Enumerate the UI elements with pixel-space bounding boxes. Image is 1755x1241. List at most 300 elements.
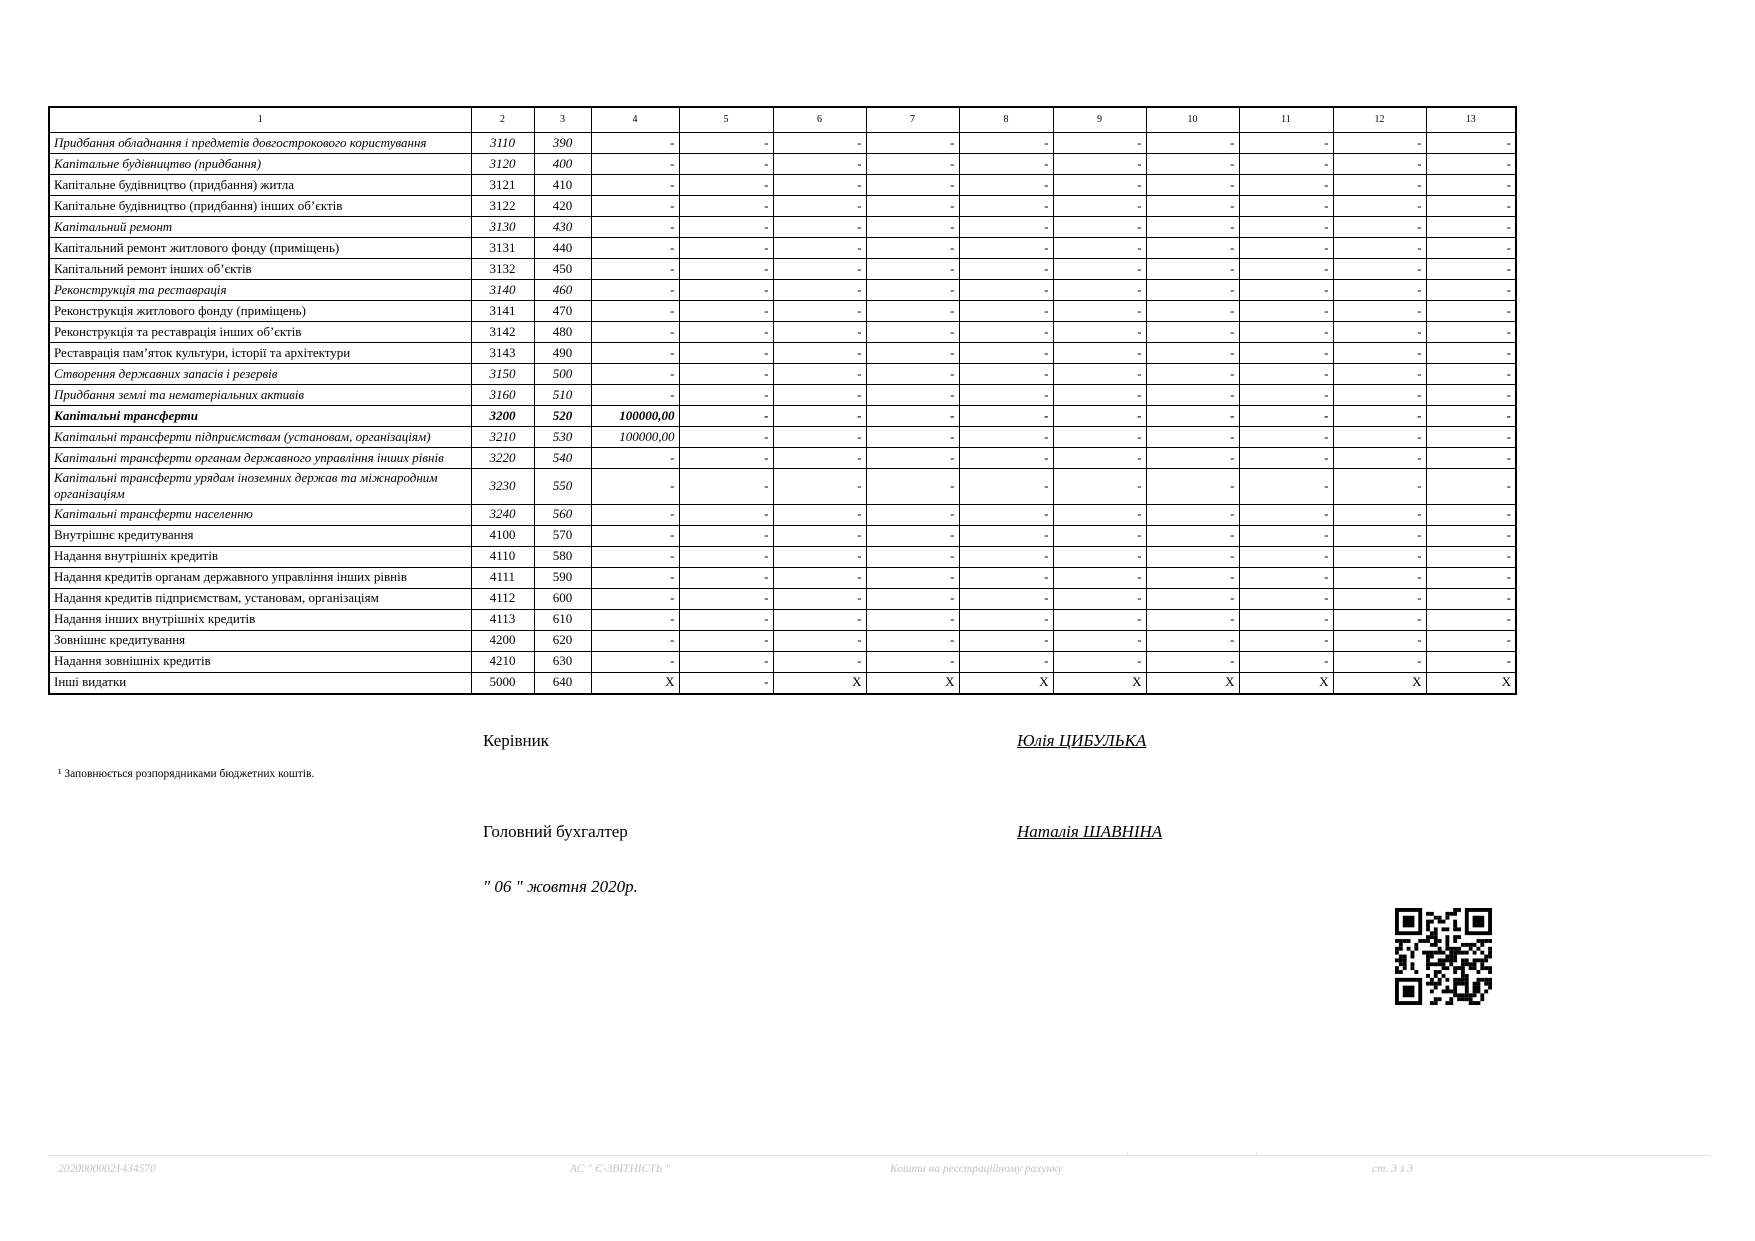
table-row <box>49 175 1516 196</box>
row-line-number: 390 <box>534 133 591 154</box>
row-value: - <box>1239 280 1333 301</box>
head-signature-label: Керівник <box>483 731 549 750</box>
row-line-number: 420 <box>534 196 591 217</box>
document-date: " 06 " жовтня 2020р. <box>483 877 638 896</box>
row-value: - <box>1146 651 1239 672</box>
row-value: - <box>679 259 773 280</box>
row-label: Капітальний ремонт інших об’єктів <box>49 259 471 280</box>
row-value: - <box>591 651 679 672</box>
row-value: - <box>866 630 959 651</box>
footer-page: ст. 3 з 3 <box>1372 1163 1414 1175</box>
row-value: 100000,00 <box>591 427 679 448</box>
row-label: Придбання обладнання і предметів довгострокового користування <box>49 133 471 154</box>
row-code: 3121 <box>471 175 534 196</box>
row-value: - <box>866 469 959 505</box>
table-row <box>49 448 1516 469</box>
row-value: - <box>773 567 866 588</box>
row-label: Реконструкція та реставрація <box>49 280 471 301</box>
row-value: X <box>1426 672 1516 694</box>
table-row <box>49 364 1516 385</box>
footer-tick <box>1256 1152 1257 1157</box>
row-value: - <box>773 259 866 280</box>
row-label: Реставрація пам’яток культури, історії та архітектури <box>49 343 471 364</box>
row-line-number: 400 <box>534 154 591 175</box>
row-value: - <box>959 343 1053 364</box>
row-value: - <box>959 301 1053 322</box>
row-label: Створення державних запасів і резервів <box>49 364 471 385</box>
row-value: - <box>679 175 773 196</box>
row-value: - <box>1239 651 1333 672</box>
row-value: - <box>1426 469 1516 505</box>
row-value: - <box>1146 504 1239 525</box>
row-code: 3130 <box>471 217 534 238</box>
row-label: Капітальні трансферти органам державного управління інших рівнів <box>49 448 471 469</box>
row-value: - <box>1146 259 1239 280</box>
row-label: Надання кредитів підприємствам, установам, організаціям <box>49 588 471 609</box>
row-value: - <box>1239 259 1333 280</box>
row-value: - <box>679 343 773 364</box>
row-value: - <box>773 196 866 217</box>
row-value: - <box>591 525 679 546</box>
row-value: - <box>773 588 866 609</box>
row-value: - <box>679 588 773 609</box>
row-value: - <box>773 448 866 469</box>
row-label: Капітальні трансферти урядам іноземних держав та міжнародним організаціям <box>49 469 471 505</box>
row-line-number: 470 <box>534 301 591 322</box>
row-line-number: 600 <box>534 588 591 609</box>
row-value: - <box>1146 469 1239 505</box>
column-number: 10 <box>1146 107 1239 133</box>
row-value: - <box>959 469 1053 505</box>
row-value: - <box>1053 546 1146 567</box>
row-value: - <box>679 364 773 385</box>
row-value: - <box>1146 238 1239 259</box>
row-value: - <box>591 588 679 609</box>
table-row <box>49 343 1516 364</box>
row-value: - <box>866 609 959 630</box>
row-value: - <box>1146 280 1239 301</box>
row-value: - <box>1426 651 1516 672</box>
row-value: - <box>866 259 959 280</box>
row-code: 3110 <box>471 133 534 154</box>
row-line-number: 450 <box>534 259 591 280</box>
footer-system: АС " Є-ЗВІТНІСТЬ " <box>570 1163 671 1175</box>
column-number: 7 <box>866 107 959 133</box>
row-value: - <box>773 630 866 651</box>
table-row <box>49 385 1516 406</box>
column-number: 2 <box>471 107 534 133</box>
row-value: - <box>959 427 1053 448</box>
row-label: Надання внутрішніх кредитів <box>49 546 471 567</box>
row-value: - <box>591 301 679 322</box>
row-value: - <box>591 546 679 567</box>
row-label: Зовнішнє кредитування <box>49 630 471 651</box>
row-code: 3141 <box>471 301 534 322</box>
row-value: - <box>1426 217 1516 238</box>
row-value: - <box>1053 525 1146 546</box>
table-row <box>49 217 1516 238</box>
row-value: - <box>679 630 773 651</box>
row-value: - <box>679 427 773 448</box>
column-number: 1 <box>49 107 471 133</box>
row-value: - <box>1239 448 1333 469</box>
row-value: - <box>1239 322 1333 343</box>
row-value: - <box>1239 546 1333 567</box>
row-value: - <box>959 504 1053 525</box>
qr-code <box>1395 908 1492 1005</box>
row-value: - <box>1333 217 1426 238</box>
row-value: - <box>1053 651 1146 672</box>
row-line-number: 530 <box>534 427 591 448</box>
row-code: 3120 <box>471 154 534 175</box>
row-value: - <box>1053 588 1146 609</box>
row-value: - <box>1053 504 1146 525</box>
row-value: - <box>1333 630 1426 651</box>
budget-table <box>48 106 1517 695</box>
row-value: - <box>1239 175 1333 196</box>
row-value: - <box>1333 406 1426 427</box>
row-line-number: 430 <box>534 217 591 238</box>
row-value: - <box>1239 525 1333 546</box>
row-value: - <box>591 567 679 588</box>
row-value: 100000,00 <box>591 406 679 427</box>
table-row <box>49 406 1516 427</box>
table-row <box>49 525 1516 546</box>
row-value: - <box>1426 364 1516 385</box>
row-value: - <box>959 259 1053 280</box>
column-number: 12 <box>1333 107 1426 133</box>
row-value: - <box>773 385 866 406</box>
row-value: - <box>591 469 679 505</box>
row-code: 4113 <box>471 609 534 630</box>
row-value: - <box>959 364 1053 385</box>
row-value: - <box>679 448 773 469</box>
row-code: 3220 <box>471 448 534 469</box>
row-value: - <box>773 364 866 385</box>
row-value: - <box>591 217 679 238</box>
row-label: Надання зовнішніх кредитів <box>49 651 471 672</box>
row-label: Капітальні трансферти населенню <box>49 504 471 525</box>
row-value: - <box>1333 175 1426 196</box>
row-line-number: 440 <box>534 238 591 259</box>
row-value: - <box>1053 259 1146 280</box>
row-code: 3140 <box>471 280 534 301</box>
row-code: 3230 <box>471 469 534 505</box>
row-value: - <box>1239 609 1333 630</box>
row-value: - <box>1426 259 1516 280</box>
row-value: X <box>1333 672 1426 694</box>
row-value: - <box>591 448 679 469</box>
row-value: - <box>1426 427 1516 448</box>
row-value: - <box>773 406 866 427</box>
row-value: - <box>1146 385 1239 406</box>
row-value: - <box>773 322 866 343</box>
column-number: 13 <box>1426 107 1516 133</box>
row-value: - <box>1053 567 1146 588</box>
head-signature-name: Юлія ЦИБУЛЬКА <box>1017 731 1147 750</box>
accountant-signature-name: Наталія ШАВНІНА <box>1017 822 1163 841</box>
row-value: - <box>1053 196 1146 217</box>
row-value: - <box>866 504 959 525</box>
row-code: 3150 <box>471 364 534 385</box>
row-value: - <box>679 238 773 259</box>
row-value: - <box>773 343 866 364</box>
row-value: - <box>773 280 866 301</box>
row-value: - <box>1239 588 1333 609</box>
row-label: Капітальні трансферти підприємствам (установам, організаціям) <box>49 427 471 448</box>
row-value: - <box>866 385 959 406</box>
row-value: - <box>773 238 866 259</box>
row-code: 4100 <box>471 525 534 546</box>
row-value: - <box>679 322 773 343</box>
row-value: - <box>1333 343 1426 364</box>
footer-divider <box>48 1155 1710 1156</box>
row-value: - <box>1426 406 1516 427</box>
row-value: - <box>1146 609 1239 630</box>
row-value: - <box>959 406 1053 427</box>
row-value: - <box>773 525 866 546</box>
row-code: 3200 <box>471 406 534 427</box>
row-value: - <box>1426 322 1516 343</box>
row-value: - <box>1053 448 1146 469</box>
row-code: 3122 <box>471 196 534 217</box>
row-value: - <box>773 154 866 175</box>
row-value: - <box>959 280 1053 301</box>
column-number: 11 <box>1239 107 1333 133</box>
row-value: - <box>1333 651 1426 672</box>
row-line-number: 520 <box>534 406 591 427</box>
row-value: - <box>1333 301 1426 322</box>
row-label: Надання інших внутрішніх кредитів <box>49 609 471 630</box>
row-value: - <box>1053 238 1146 259</box>
row-value: - <box>1053 343 1146 364</box>
row-value: - <box>959 385 1053 406</box>
row-value: - <box>591 364 679 385</box>
row-value: - <box>1053 322 1146 343</box>
row-value: - <box>679 196 773 217</box>
row-value: - <box>1239 567 1333 588</box>
row-code: 3240 <box>471 504 534 525</box>
row-value: - <box>866 301 959 322</box>
row-value: - <box>591 175 679 196</box>
row-value: - <box>959 546 1053 567</box>
row-value: - <box>959 567 1053 588</box>
row-value: - <box>591 609 679 630</box>
row-label: Капітальний ремонт <box>49 217 471 238</box>
row-line-number: 560 <box>534 504 591 525</box>
row-value: - <box>1146 196 1239 217</box>
row-code: 3132 <box>471 259 534 280</box>
row-value: - <box>1426 630 1516 651</box>
row-value: - <box>1053 406 1146 427</box>
row-value: - <box>866 525 959 546</box>
row-label: Капітальний ремонт житлового фонду (приміщень) <box>49 238 471 259</box>
row-label: Внутрішнє кредитування <box>49 525 471 546</box>
column-number: 8 <box>959 107 1053 133</box>
row-value: - <box>1333 448 1426 469</box>
row-value: - <box>1146 322 1239 343</box>
row-value: - <box>1239 154 1333 175</box>
row-value: - <box>1426 175 1516 196</box>
row-line-number: 630 <box>534 651 591 672</box>
table-row <box>49 630 1516 651</box>
row-value: - <box>773 651 866 672</box>
row-value: - <box>1146 567 1239 588</box>
row-value: - <box>1333 385 1426 406</box>
row-value: - <box>866 364 959 385</box>
footnote: ¹ Заповнюється розпорядниками бюджетних коштів. <box>58 768 315 780</box>
row-value: X <box>591 672 679 694</box>
row-value: - <box>1146 133 1239 154</box>
row-value: - <box>1333 567 1426 588</box>
row-value: - <box>1426 343 1516 364</box>
row-line-number: 640 <box>534 672 591 694</box>
row-value: - <box>1146 217 1239 238</box>
row-value: - <box>591 196 679 217</box>
row-value: - <box>1426 504 1516 525</box>
row-value: - <box>1426 448 1516 469</box>
row-value: - <box>866 588 959 609</box>
row-value: - <box>959 133 1053 154</box>
row-value: - <box>773 217 866 238</box>
row-label: Реконструкція та реставрація інших об’єктів <box>49 322 471 343</box>
row-value: - <box>1333 546 1426 567</box>
table-row <box>49 567 1516 588</box>
row-code: 3131 <box>471 238 534 259</box>
row-value: - <box>1333 427 1426 448</box>
row-value: X <box>1239 672 1333 694</box>
row-value: - <box>679 154 773 175</box>
row-value: - <box>1146 525 1239 546</box>
row-code: 4111 <box>471 567 534 588</box>
row-value: - <box>679 406 773 427</box>
row-value: - <box>866 567 959 588</box>
row-value: - <box>1053 469 1146 505</box>
table-row <box>49 133 1516 154</box>
row-value: - <box>1333 322 1426 343</box>
row-value: - <box>959 588 1053 609</box>
row-value: - <box>866 133 959 154</box>
row-value: - <box>679 133 773 154</box>
row-value: - <box>773 546 866 567</box>
row-value: - <box>866 406 959 427</box>
row-value: - <box>1239 385 1333 406</box>
row-value: - <box>1239 504 1333 525</box>
row-value: - <box>679 504 773 525</box>
row-value: - <box>1333 469 1426 505</box>
row-value: X <box>866 672 959 694</box>
column-number: 4 <box>591 107 679 133</box>
row-value: - <box>1426 385 1516 406</box>
table-row <box>49 469 1516 505</box>
row-label: Капітальне будівництво (придбання) <box>49 154 471 175</box>
accountant-signature-label: Головний бухгалтер <box>483 822 628 841</box>
row-value: - <box>679 217 773 238</box>
row-value: - <box>959 525 1053 546</box>
row-line-number: 510 <box>534 385 591 406</box>
row-value: X <box>773 672 866 694</box>
row-value: - <box>1426 546 1516 567</box>
row-value: - <box>591 322 679 343</box>
row-value: - <box>591 238 679 259</box>
column-number: 6 <box>773 107 866 133</box>
row-value: - <box>1239 406 1333 427</box>
row-value: - <box>866 154 959 175</box>
row-value: - <box>959 651 1053 672</box>
row-value: X <box>959 672 1053 694</box>
row-value: - <box>679 280 773 301</box>
footer-account: Кошти на реєстраційному рахунку <box>890 1163 1063 1175</box>
row-value: - <box>1333 525 1426 546</box>
row-value: - <box>1053 609 1146 630</box>
row-line-number: 590 <box>534 567 591 588</box>
budget-table-body <box>49 133 1516 694</box>
row-value: - <box>1333 259 1426 280</box>
row-code: 3142 <box>471 322 534 343</box>
row-value: - <box>1239 364 1333 385</box>
row-label: Капітальне будівництво (придбання) інших об’єктів <box>49 196 471 217</box>
row-value: - <box>866 322 959 343</box>
row-line-number: 500 <box>534 364 591 385</box>
row-label: Інші видатки <box>49 672 471 694</box>
row-line-number: 620 <box>534 630 591 651</box>
row-value: - <box>959 217 1053 238</box>
row-line-number: 490 <box>534 343 591 364</box>
row-code: 3210 <box>471 427 534 448</box>
row-value: - <box>1146 154 1239 175</box>
table-row <box>49 196 1516 217</box>
row-line-number: 570 <box>534 525 591 546</box>
row-value: - <box>1426 238 1516 259</box>
row-value: - <box>773 469 866 505</box>
row-value: - <box>1146 630 1239 651</box>
table-row <box>49 238 1516 259</box>
page-footer <box>0 1163 1755 1183</box>
row-value: - <box>1426 301 1516 322</box>
row-value: - <box>959 448 1053 469</box>
row-value: - <box>1333 588 1426 609</box>
row-value: - <box>1053 175 1146 196</box>
row-line-number: 580 <box>534 546 591 567</box>
row-value: - <box>1426 609 1516 630</box>
row-value: - <box>591 630 679 651</box>
table-header-row <box>49 107 1516 133</box>
row-value: - <box>773 609 866 630</box>
row-value: - <box>959 609 1053 630</box>
row-value: - <box>1053 630 1146 651</box>
row-value: - <box>959 630 1053 651</box>
row-value: - <box>1053 217 1146 238</box>
row-code: 4110 <box>471 546 534 567</box>
row-value: - <box>1426 154 1516 175</box>
row-value: - <box>1426 280 1516 301</box>
row-label: Надання кредитів органам державного управління інших рівнів <box>49 567 471 588</box>
row-value: - <box>1239 133 1333 154</box>
row-value: - <box>1239 469 1333 505</box>
row-value: - <box>866 427 959 448</box>
row-value: - <box>1333 280 1426 301</box>
row-value: - <box>1146 175 1239 196</box>
row-code: 4112 <box>471 588 534 609</box>
row-value: - <box>1239 630 1333 651</box>
row-value: - <box>959 238 1053 259</box>
row-code: 4200 <box>471 630 534 651</box>
row-line-number: 460 <box>534 280 591 301</box>
column-number: 3 <box>534 107 591 133</box>
row-value: - <box>773 175 866 196</box>
row-value: - <box>866 238 959 259</box>
row-value: - <box>1426 133 1516 154</box>
